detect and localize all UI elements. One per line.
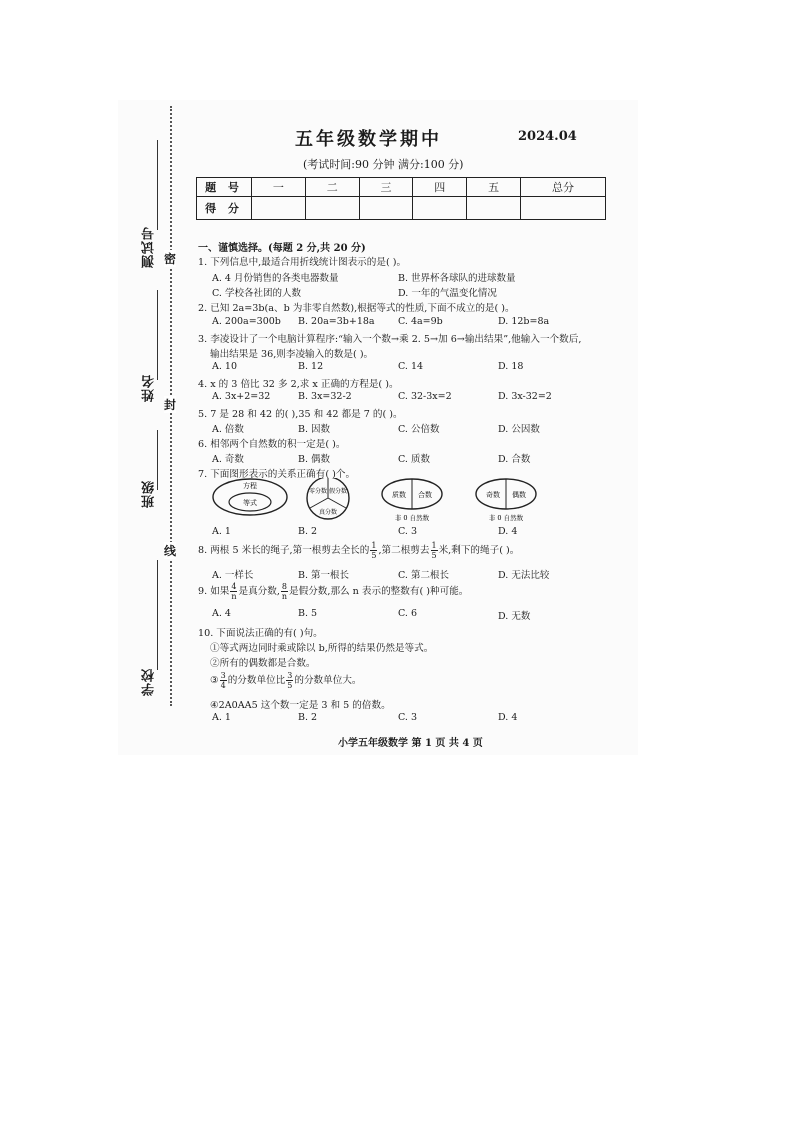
page-footer: 小学五年级数学 第 1 页 共 4 页 — [338, 738, 483, 749]
diagram-a-outer-label: 方程 — [243, 482, 257, 490]
question-3-stem-continued: 输出结果是 36,则李凌输入的数是( )。 — [210, 349, 374, 360]
question-4-stem: 4. x 的 3 倍比 32 多 2,求 x 正确的方程是( )。 — [198, 379, 399, 390]
fraction-denominator: 5 — [371, 551, 377, 560]
score-table — [196, 177, 606, 220]
fraction-numerator: 3 — [220, 671, 226, 680]
question-9-option-d: D. 无数 — [498, 611, 531, 622]
score-table-cell: 二 — [305, 178, 359, 197]
diagram-c-left-label: 质数 — [392, 491, 406, 499]
seal-char-xian: 线 — [164, 544, 177, 558]
question-1-option-d: D. 一年的气温变化情况 — [398, 288, 497, 299]
score-table-header-row — [197, 178, 606, 197]
question-7-stem: 7. 下面图形表示的关系正确有( )个。 — [198, 469, 356, 480]
diagram-d-right-label: 偶数 — [512, 491, 526, 499]
diagram-b-divider — [328, 498, 346, 508]
question-6-option-d: D. 合数 — [498, 454, 531, 465]
diagram-d-left-label: 奇数 — [486, 491, 500, 499]
question-8-stem-part: 8. 两根 5 米长的绳子,第一根剪去全长的 — [198, 545, 370, 556]
seal-char-feng: 封 — [164, 398, 177, 412]
score-table-cell: 四 — [413, 178, 467, 197]
score-table-cell: 五 — [467, 178, 521, 197]
fraction-numerator: 8 — [281, 582, 288, 591]
fraction-numerator: 1 — [371, 541, 377, 550]
fraction-denominator: n — [281, 592, 288, 601]
score-input-cell[interactable] — [413, 197, 467, 220]
question-3-option-a: A. 10 — [212, 361, 237, 372]
question-4-option-b: B. 3x=32-2 — [298, 391, 352, 402]
diagram-c-caption: 非 0 自然数 — [394, 514, 430, 522]
question-2-option-a: A. 200a=300b — [212, 316, 281, 327]
question-6-option-a: A. 奇数 — [212, 454, 244, 465]
statement-part: 的分数单位比 — [227, 675, 286, 686]
question-2-option-d: D. 12b=8a — [498, 316, 550, 327]
fraction — [230, 582, 237, 601]
question-3-option-b: B. 12 — [298, 361, 324, 372]
question-9-stem-part: 是真分数, — [238, 586, 280, 597]
diagram-a-inner-label: 等式 — [243, 499, 257, 507]
question-9-stem — [198, 582, 468, 601]
seal-char-mi: 密 — [164, 252, 177, 266]
score-table-cell: 题 号 — [197, 178, 252, 197]
exam-date: 2024.04 — [518, 129, 577, 144]
question-10-statement-2: ②所有的偶数都是合数。 — [210, 658, 316, 669]
question-10-option-a: A. 1 — [212, 712, 231, 723]
question-2-option-c: C. 4a=9b — [398, 316, 443, 327]
diagram-b-left-label: 零分数 — [308, 488, 328, 495]
question-7-option-d: D. 4 — [498, 526, 518, 537]
diagram-d-caption: 非 0 自然数 — [488, 514, 524, 522]
exam-title: 五年级数学期中 — [295, 129, 442, 150]
question-10-stem: 10. 下面说法正确的有( )句。 — [198, 628, 323, 639]
name-label: 姓名 — [142, 374, 157, 402]
question-5-stem: 5. 7 是 28 和 42 的( ),35 和 42 都是 7 的( )。 — [198, 409, 403, 420]
fraction-numerator: 4 — [231, 582, 237, 591]
exam-subtitle: (考试时间:90 分钟 满分:100 分) — [303, 158, 464, 171]
question-1-option-a: A. 4 月份销售的各类电器数量 — [212, 273, 339, 284]
score-table-cell: 得 分 — [197, 197, 252, 220]
question-8-option-c: C. 第二根长 — [398, 570, 449, 581]
question-5-option-d: D. 公因数 — [498, 424, 540, 435]
fraction — [220, 671, 227, 690]
score-table-cell: 三 — [359, 178, 413, 197]
statement-part: ③ — [210, 675, 219, 686]
class-label: 班级 — [142, 480, 157, 508]
fraction — [281, 582, 288, 601]
question-2-option-b: B. 20a=3b+18a — [298, 316, 375, 327]
question-8-stem — [198, 541, 519, 560]
question-10-statement-3 — [210, 671, 362, 690]
question-9-stem-part: 9. 如果 — [198, 586, 230, 597]
question-10-statement-4: ④2A0AA5 这个数一定是 3 和 5 的倍数。 — [210, 700, 391, 711]
question-7-diagrams — [212, 478, 552, 524]
question-7-option-c: C. 3 — [398, 526, 418, 537]
question-9-option-a: A. 4 — [212, 608, 231, 619]
question-8-stem-part: ,第二根剪去 — [378, 545, 430, 556]
question-3-stem: 3. 李凌设计了一个电脑计算程序:“输入一个数→乘 2. 5→加 6→输出结果”,他输入一个数后, — [198, 334, 582, 345]
score-input-cell[interactable] — [359, 197, 413, 220]
question-8-option-b: B. 第一根长 — [298, 570, 350, 581]
question-4-option-c: C. 32-3x=2 — [398, 391, 452, 402]
score-table-cell: 总分 — [521, 178, 606, 197]
test-number-label: 测试号 — [142, 226, 157, 268]
score-table-score-row — [197, 197, 606, 220]
question-8-option-a: A. 一样长 — [212, 570, 254, 581]
question-3-option-d: D. 18 — [498, 361, 524, 372]
question-5-option-b: B. 因数 — [298, 424, 331, 435]
fraction-denominator: 5 — [287, 681, 293, 690]
question-10-option-d: D. 4 — [498, 712, 518, 723]
question-10-option-b: B. 2 — [298, 712, 318, 723]
diagram-b-right-label: 假分数 — [328, 488, 348, 495]
question-6-stem: 6. 相邻两个自然数的积一定是( )。 — [198, 439, 346, 450]
question-7-option-b: B. 2 — [298, 526, 318, 537]
diagram-b-bottom-label: 真分数 — [318, 509, 338, 516]
question-9-option-c: C. 6 — [398, 608, 418, 619]
question-5-option-a: A. 倍数 — [212, 424, 244, 435]
score-input-cell[interactable] — [252, 197, 306, 220]
question-7-option-a: A. 1 — [212, 526, 231, 537]
question-10-option-c: C. 3 — [398, 712, 418, 723]
question-6-option-c: C. 质数 — [398, 454, 430, 465]
score-table-cell: 一 — [252, 178, 306, 197]
question-4-option-d: D. 3x-32=2 — [498, 391, 552, 402]
fraction — [431, 541, 438, 560]
section-heading: 一、谨慎选择。(每题 2 分,共 20 分) — [198, 243, 366, 254]
question-1-option-b: B. 世界杯各球队的进球数量 — [398, 273, 516, 284]
diagram-c-right-label: 合数 — [418, 491, 432, 499]
statement-part: 的分数单位大。 — [294, 675, 362, 686]
fraction-denominator: 4 — [220, 681, 226, 690]
test-number-blank — [157, 140, 158, 230]
name-blank — [157, 290, 158, 380]
question-8-stem-part: 米,剩下的绳子( )。 — [438, 545, 520, 556]
question-9-stem-part: 是假分数,那么 n 表示的整数有( )种可能。 — [289, 586, 469, 597]
score-input-cell[interactable] — [305, 197, 359, 220]
school-blank — [157, 560, 158, 670]
question-4-option-a: A. 3x+2=32 — [212, 391, 271, 402]
fraction — [286, 671, 293, 690]
fraction-numerator: 1 — [431, 541, 437, 550]
question-10-statement-1: ①等式两边同时乘或除以 b,所得的结果仍然是等式。 — [210, 643, 434, 654]
question-1-option-c: C. 学校各社团的人数 — [212, 288, 301, 299]
question-2-stem: 2. 已知 2a=3b(a、b 为非零自然数),根据等式的性质,下面不成立的是( )。 — [198, 303, 515, 314]
fraction-denominator: 5 — [431, 551, 437, 560]
school-label: 学校 — [142, 668, 157, 696]
score-input-cell[interactable] — [521, 197, 606, 220]
fraction — [370, 541, 377, 560]
question-3-option-c: C. 14 — [398, 361, 424, 372]
score-input-cell[interactable] — [467, 197, 521, 220]
question-9-option-b: B. 5 — [298, 608, 318, 619]
fraction-numerator: 3 — [287, 671, 293, 680]
question-5-option-c: C. 公倍数 — [398, 424, 440, 435]
diagram-b-divider — [310, 498, 328, 508]
fraction-denominator: n — [231, 592, 237, 601]
question-6-option-b: B. 偶数 — [298, 454, 331, 465]
question-8-option-d: D. 无法比较 — [498, 570, 550, 581]
question-1-stem: 1. 下列信息中,最适合用折线统计图表示的是( )。 — [198, 257, 407, 268]
